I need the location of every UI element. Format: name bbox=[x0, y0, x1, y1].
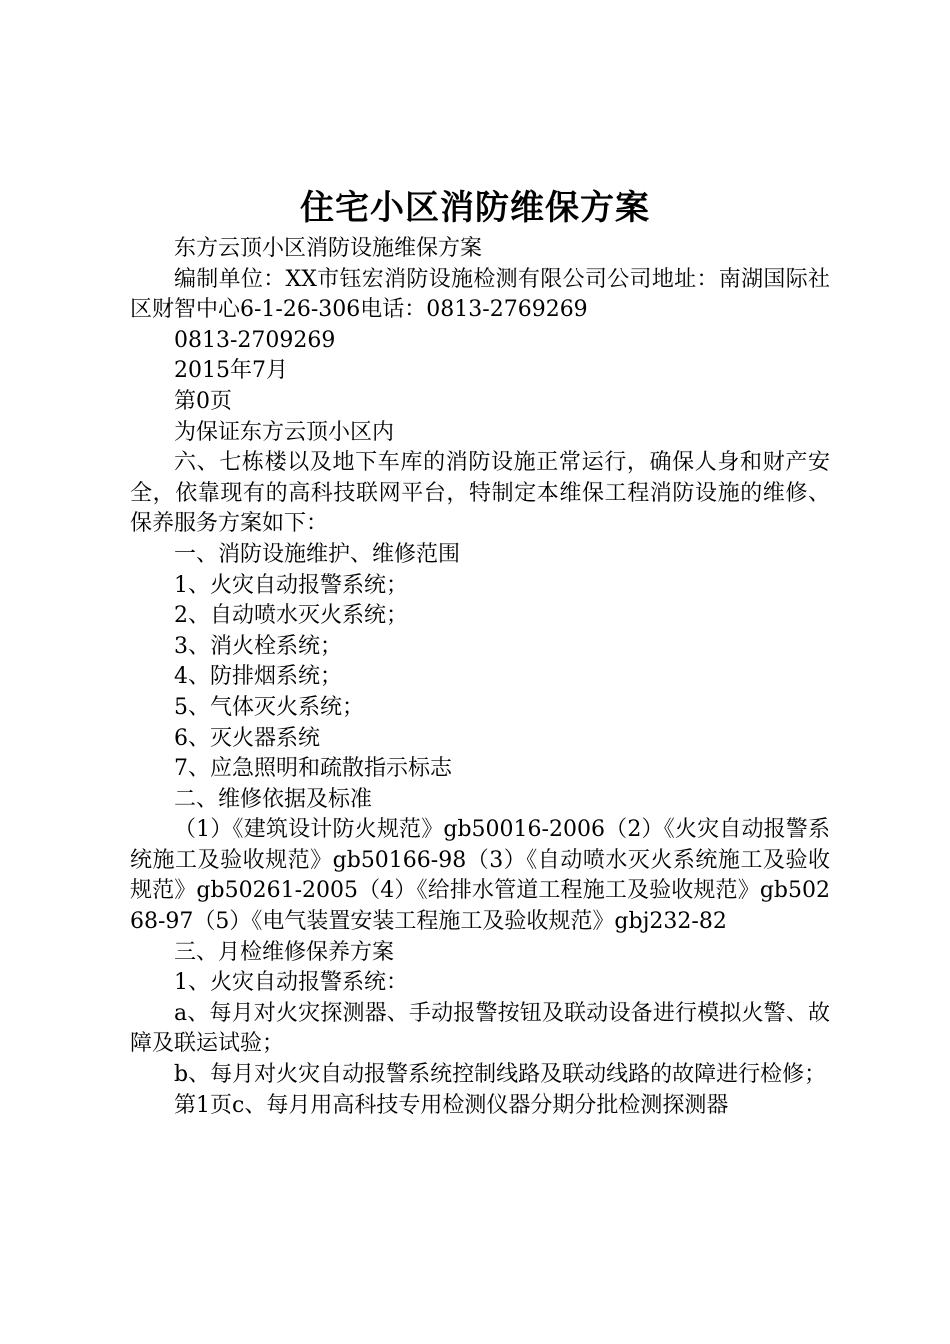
paragraph: 2、自动喷水灭火系统； bbox=[174, 603, 408, 629]
paragraph: a、每月对火灾探测器、手动报警按钮及联动设备进行模拟火警、故障及联运试验； bbox=[130, 1000, 830, 1057]
paragraph: 1、火灾自动报警系统； bbox=[174, 572, 408, 598]
paragraph: b、每月对火灾自动报警系统控制线路及联动线路的故障进行检修； bbox=[174, 1062, 827, 1088]
paragraph: 二、维修依据及标准 bbox=[174, 786, 373, 812]
paragraph: （1）《建筑设计防火规范》gb50016-2006（2）《火灾自动报警系统施工及验收规范》gb50166-98（3）《自动喷水灭火系统施工及验收规范》gb50261-2005（4）《给排水管道工程施工及验收规范》gb50268-97（5）《电气装置安装工程施工及验收规范》gbj232-82 bbox=[130, 817, 830, 935]
paragraph: 4、防排烟系统； bbox=[174, 664, 342, 690]
paragraph: 1、火灾自动报警系统： bbox=[174, 970, 408, 996]
paragraph: 编制单位：XX市钰宏消防设施检测有限公司公司地址：南湖国际社区财智中心6-1-26-306电话：0813-2769269 bbox=[130, 266, 830, 323]
paragraph: 5、气体灭火系统； bbox=[174, 694, 364, 720]
paragraph: 六、七栋楼以及地下车库的消防设施正常运行，确保人身和财产安全，依靠现有的高科技联网平台，特制定本维保工程消防设施的维修、保养服务方案如下： bbox=[130, 450, 830, 537]
paragraph: 一、消防设施维护、维修范围 bbox=[174, 541, 461, 567]
paragraph: 三、月检维修保养方案 bbox=[174, 939, 395, 965]
paragraph: 7、应急照明和疏散指示标志 bbox=[174, 756, 452, 782]
paragraph: 为保证东方云顶小区内 bbox=[174, 419, 395, 445]
paragraph: 第0页 bbox=[174, 388, 232, 414]
document-body bbox=[130, 234, 830, 1121]
paragraph: 0813-2709269 bbox=[174, 327, 336, 353]
paragraph: 东方云顶小区消防设施维保方案 bbox=[174, 236, 483, 261]
paragraph: 6、灭火器系统 bbox=[174, 725, 320, 751]
paragraph: 3、消火栓系统； bbox=[174, 633, 342, 659]
paragraph: 2015年7月 bbox=[174, 358, 288, 384]
document-title: 住宅小区消防维保方案 bbox=[300, 188, 650, 228]
paragraph: 第1页c、每月用高科技专用检测仪器分期分批检测探测器 bbox=[174, 1092, 729, 1118]
